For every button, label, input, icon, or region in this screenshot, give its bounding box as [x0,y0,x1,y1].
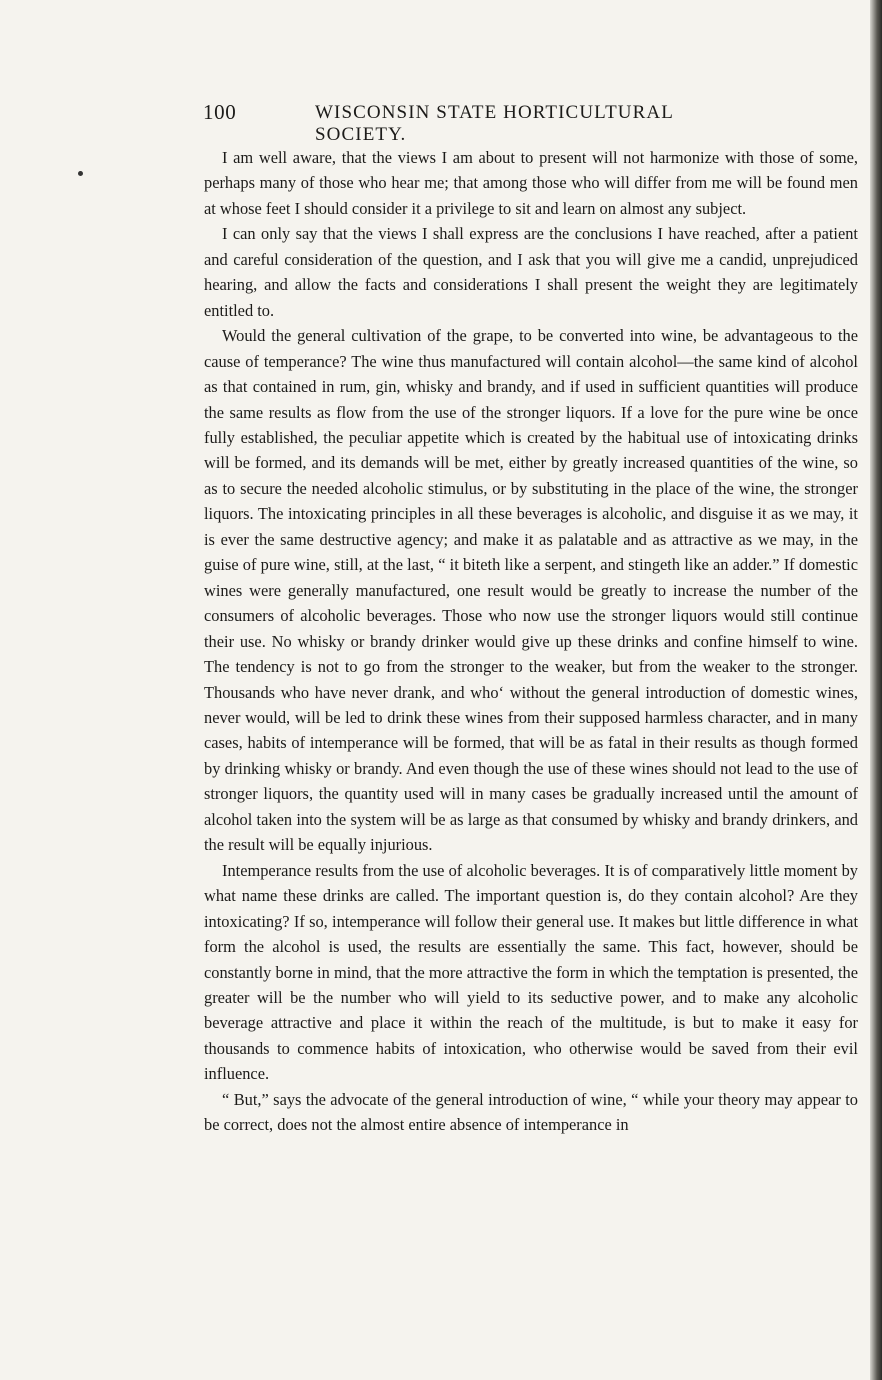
ink-speck [78,171,83,176]
paragraph-3: Would the general cultivation of the grape, to be converted into wine, be advantageous to the cause of temperance? The wine thus manufactured will contain alcohol—the same kind of alcohol as that contained in rum, gin, whisky and brandy, and if used in sufficient quantities will produce the same results as flow from the use of the stronger liquors. If a love for the pure wine be once fully established, the peculiar appetite which is created by the habitual use of intoxicating drinks will be formed, and its demands will be met, either by greatly increased quantities of the wine, so as to secure the needed alcoholic stimulus, or by substituting in the place of the wine, the stronger liquors. The intoxicating principles in all these beverages is alcoholic, and disguise it as we may, it is ever the same destructive agency; and make it as palatable and as attractive as we may, in the guise of pure wine, still, at the last, “ it biteth like a serpent, and stingeth like an adder.” If domestic wines were generally manufactured, one result would be greatly to increase the number of the consumers of alcoholic beverages. Those who now use the stronger liquors would still continue their use. No whisky or brandy drinker would give up these drinks and confine himself to wine. The tendency is not to go from the stronger to the weaker, but from the weaker to the stronger. Thousands who have never drank, and who‘ without the general introduction of domestic wines, never would, will be led to drink these wines from their supposed harmless character, and in many cases, habits of intemperance will be formed, that will be as fatal in their results as though formed by drinking whisky or brandy. And even though the use of these wines should not lead to the use of stronger liquors, the quantity used will in many cases be gradually increased until the amount of alcohol taken into the system will be as large as that consumed by whisky and brandy drinkers, and the result will be equally injurious. [204,326,858,855]
running-header [203,100,763,145]
body-text [204,145,858,1138]
page-number: 100 [203,100,237,124]
page-edge-shadow [870,0,882,1380]
paragraph-2: I can only say that the views I shall express are the conclusions I have reached, after a patient and careful consideration of the question, and I ask that you will give me a candid, unprejudiced hearing, and allow the facts and considerations I shall present the weight they are legitimately entitled to. [204,224,858,320]
running-title: WISCONSIN STATE HORTICULTURAL SOCIETY. [315,102,674,145]
paragraph-1: I am well aware, that the views I am about to present will not harmonize with those of some, perhaps many of those who hear me; that among those who will differ from me will be found men at whose feet I should consider it a privilege to sit and learn on almost any subject. [204,148,858,218]
paragraph-4: Intemperance results from the use of alcoholic beverages. It is of comparatively little moment by what name these drinks are called. The important question is, do they contain alcohol? Are they intoxicating? If so, intemperance will follow their general use. It makes but little difference in what form the alcohol is used, the results are essentially the same. This fact, however, should be constantly borne in mind, that the more attractive the form in which the temptation is presented, the greater will be the number who will yield to its seductive power, and to make any alcoholic beverage attractive and place it within the reach of the multitude, is but to make it easy for thousands to commence habits of intoxication, who otherwise would be saved from their evil influence. [204,860,858,1084]
paragraph-5: “ But,” says the advocate of the general introduction of wine, “ while your theory may appear to be correct, does not the almost entire absence of intemperance in [204,1089,858,1135]
